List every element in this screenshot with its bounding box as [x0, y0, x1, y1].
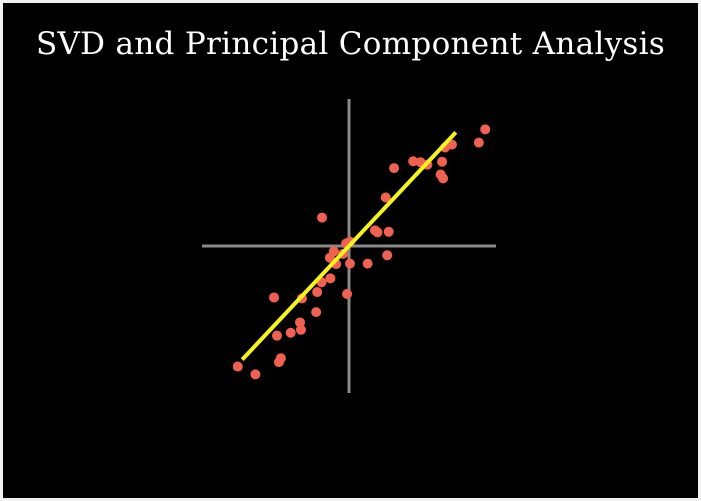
data-point	[437, 157, 447, 167]
data-point	[233, 362, 243, 372]
data-point	[272, 331, 282, 341]
data-point	[389, 163, 399, 173]
data-point	[363, 259, 373, 269]
data-point	[325, 273, 335, 283]
data-point	[382, 250, 392, 260]
data-point	[342, 289, 352, 299]
data-points	[233, 124, 490, 379]
data-point	[269, 292, 279, 302]
data-point	[474, 138, 484, 148]
data-point	[317, 213, 327, 223]
data-point	[438, 173, 448, 183]
data-point	[276, 353, 286, 363]
data-point	[480, 124, 490, 134]
data-point	[311, 307, 321, 317]
data-point	[312, 287, 322, 297]
data-point	[372, 227, 382, 237]
data-point	[329, 246, 339, 256]
data-point	[250, 369, 260, 379]
data-point	[286, 328, 296, 338]
data-point	[295, 317, 305, 327]
data-point	[345, 259, 355, 269]
data-point	[384, 227, 394, 237]
chart-title: SVD and Principal Component Analysis	[35, 26, 666, 62]
